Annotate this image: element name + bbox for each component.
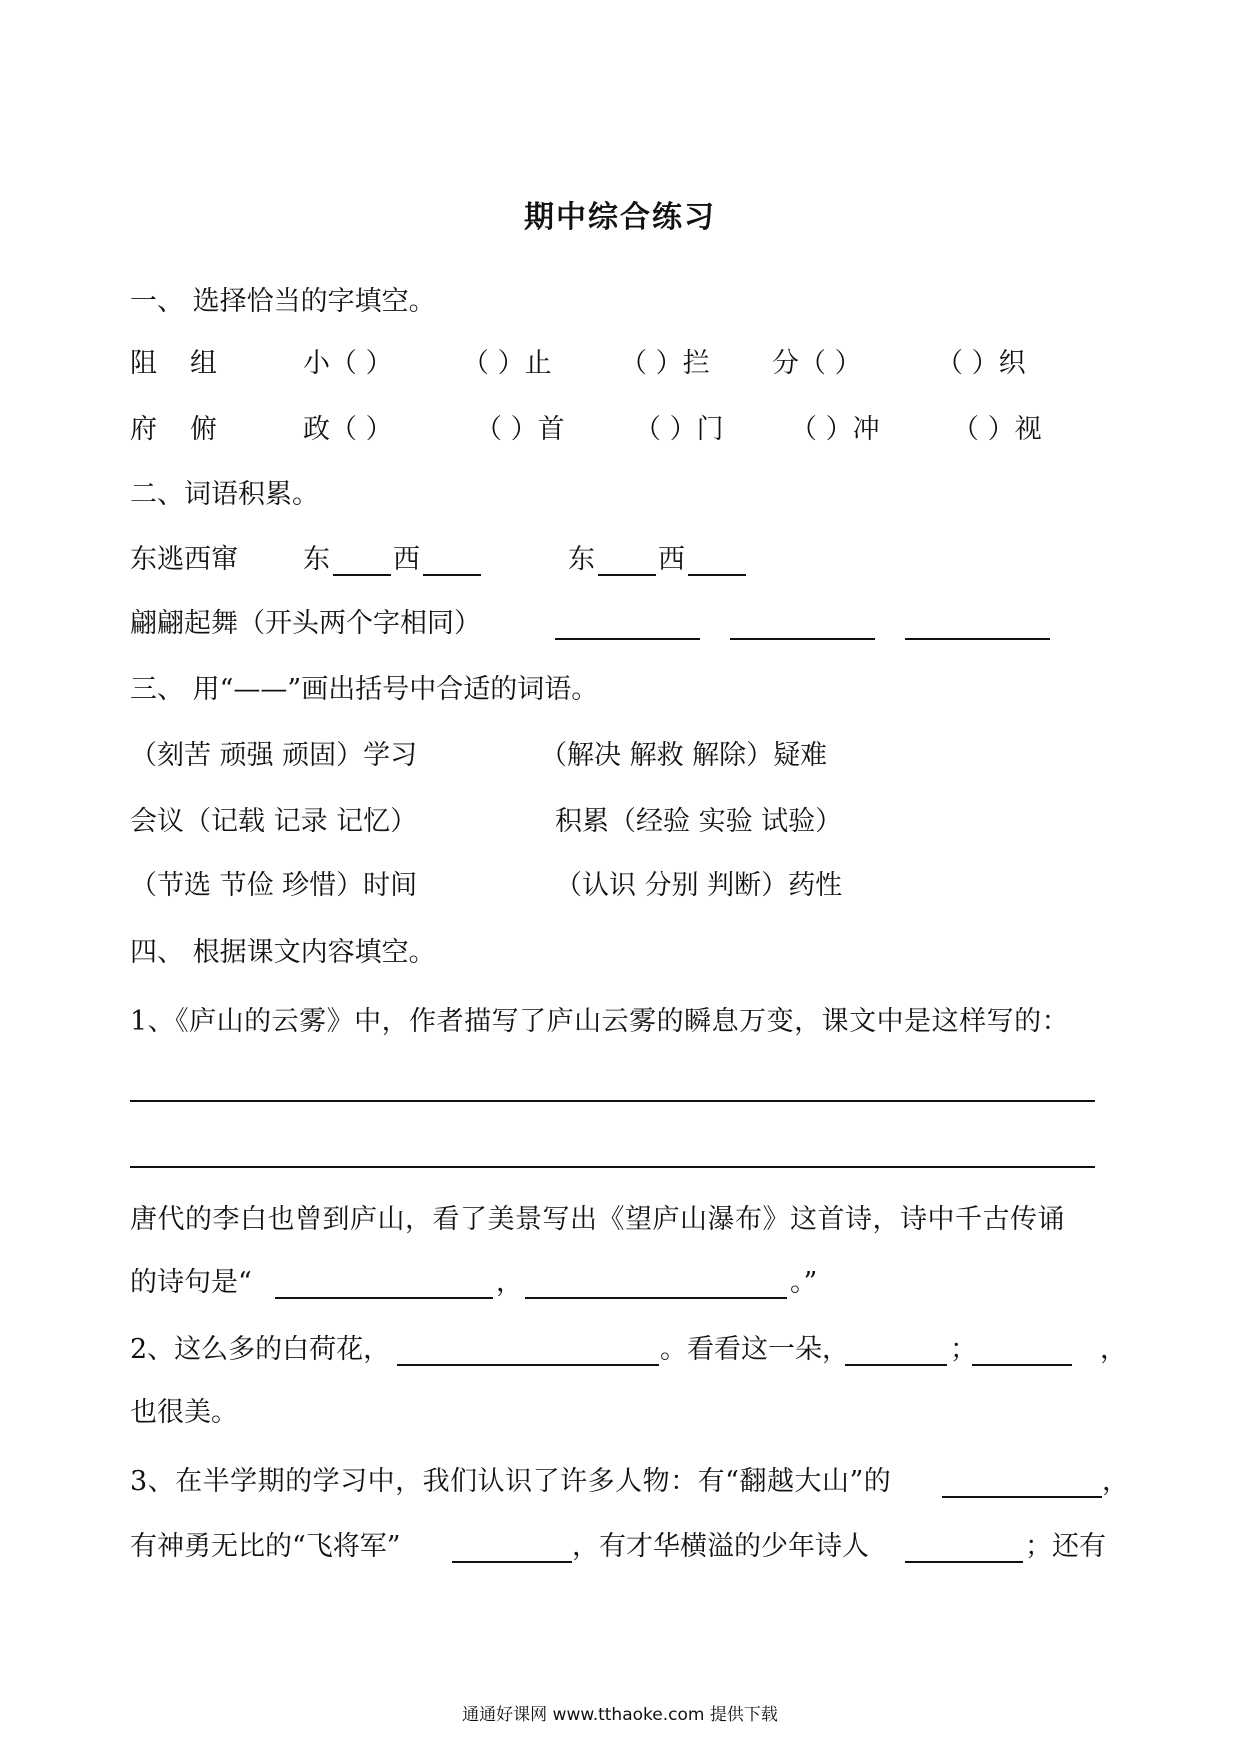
choice-item[interactable]: （刻苦 顽强 顽固）学习 — [130, 740, 418, 771]
example-word: 翩翩起舞（开头两个字相同） — [130, 608, 481, 639]
answer-blank[interactable] — [333, 544, 391, 576]
text: 。” — [790, 1267, 818, 1298]
text: 3、在半学期的学习中，我们认识了许多人物：有“翻越大山”的 — [130, 1466, 892, 1497]
fill-item: （ ）首 — [475, 414, 565, 445]
section3-heading: 三、 用“——”画出括号中合适的词语。 — [130, 674, 599, 705]
text: 的诗句是“ — [130, 1267, 252, 1298]
answer-blank[interactable] — [905, 608, 1050, 640]
section2-heading: 二、词语积累。 — [130, 479, 319, 510]
question-1: 1、《庐山的云雾》中，作者描写了庐山云雾的瞬息万变，课文中是这样写的： — [130, 1006, 1070, 1037]
answer-blank[interactable] — [275, 1267, 493, 1299]
fill-item: （ ）拦 — [620, 348, 710, 379]
answer-blank[interactable] — [972, 1334, 1072, 1366]
answer-blank[interactable] — [452, 1531, 572, 1563]
text: ， — [1102, 1466, 1129, 1497]
footer-credit: 通通好课网 www.tthaoke.com 提供下载 — [462, 1705, 778, 1725]
example-word: 东逃西窜 — [130, 544, 238, 575]
word-part: 东 — [303, 544, 330, 575]
fill-item: （ ）止 — [462, 348, 552, 379]
section4-heading: 四、 根据课文内容填空。 — [130, 937, 436, 968]
text: 2、这么多的白荷花， — [130, 1334, 391, 1365]
question-2-continued: 也很美。 — [130, 1397, 238, 1428]
text: ；还有 — [1025, 1531, 1106, 1562]
fill-item: （ ）视 — [952, 414, 1042, 445]
choice-item[interactable]: （解决 解救 解除）疑难 — [540, 740, 828, 771]
word-part: 西 — [658, 544, 685, 575]
text: 。看看这一朵， — [660, 1334, 849, 1365]
fill-item: 分（ ） — [772, 348, 862, 379]
fill-item: （ ）织 — [936, 348, 1026, 379]
answer-blank[interactable] — [397, 1334, 659, 1366]
answer-blank[interactable] — [525, 1267, 787, 1299]
choice-item[interactable]: （节选 节俭 珍惜）时间 — [130, 870, 418, 901]
char: 俯 — [190, 414, 217, 445]
text: ； — [950, 1334, 977, 1365]
choice-item[interactable]: 积累（经验 实验 试验） — [555, 806, 843, 837]
answer-blank[interactable] — [942, 1466, 1102, 1498]
fill-item: 小（ ） — [303, 348, 393, 379]
choice-item[interactable]: （认识 分别 判断）药性 — [555, 870, 843, 901]
text: ，有才华横溢的少年诗人 — [572, 1531, 869, 1562]
word-part: 东 — [568, 544, 595, 575]
fill-item: （ ）冲 — [790, 414, 880, 445]
answer-blank[interactable] — [730, 608, 875, 640]
section1-heading: 一、 选择恰当的字填空。 — [130, 286, 436, 317]
question-1-continued: 唐代的李白也曾到庐山，看了美景写出《望庐山瀑布》这首诗，诗中千古传诵 — [130, 1204, 1065, 1235]
text: 有神勇无比的“飞将军” — [130, 1531, 401, 1562]
answer-blank[interactable] — [688, 544, 746, 576]
fill-item: （ ）门 — [634, 414, 724, 445]
answer-blank[interactable] — [598, 544, 656, 576]
answer-line[interactable] — [130, 1100, 1095, 1102]
answer-line[interactable] — [130, 1166, 1095, 1168]
page-title: 期中综合练习 — [524, 200, 716, 235]
text: ， — [496, 1267, 523, 1298]
answer-blank[interactable] — [905, 1531, 1023, 1563]
text: ， — [1100, 1334, 1127, 1365]
char: 阻 — [130, 348, 157, 379]
answer-blank[interactable] — [423, 544, 481, 576]
char: 府 — [130, 414, 157, 445]
word-part: 西 — [393, 544, 420, 575]
answer-blank[interactable] — [555, 608, 700, 640]
char: 组 — [190, 348, 217, 379]
answer-blank[interactable] — [845, 1334, 947, 1366]
fill-item: 政（ ） — [303, 414, 393, 445]
choice-item[interactable]: 会议（记载 记录 记忆） — [130, 806, 418, 837]
